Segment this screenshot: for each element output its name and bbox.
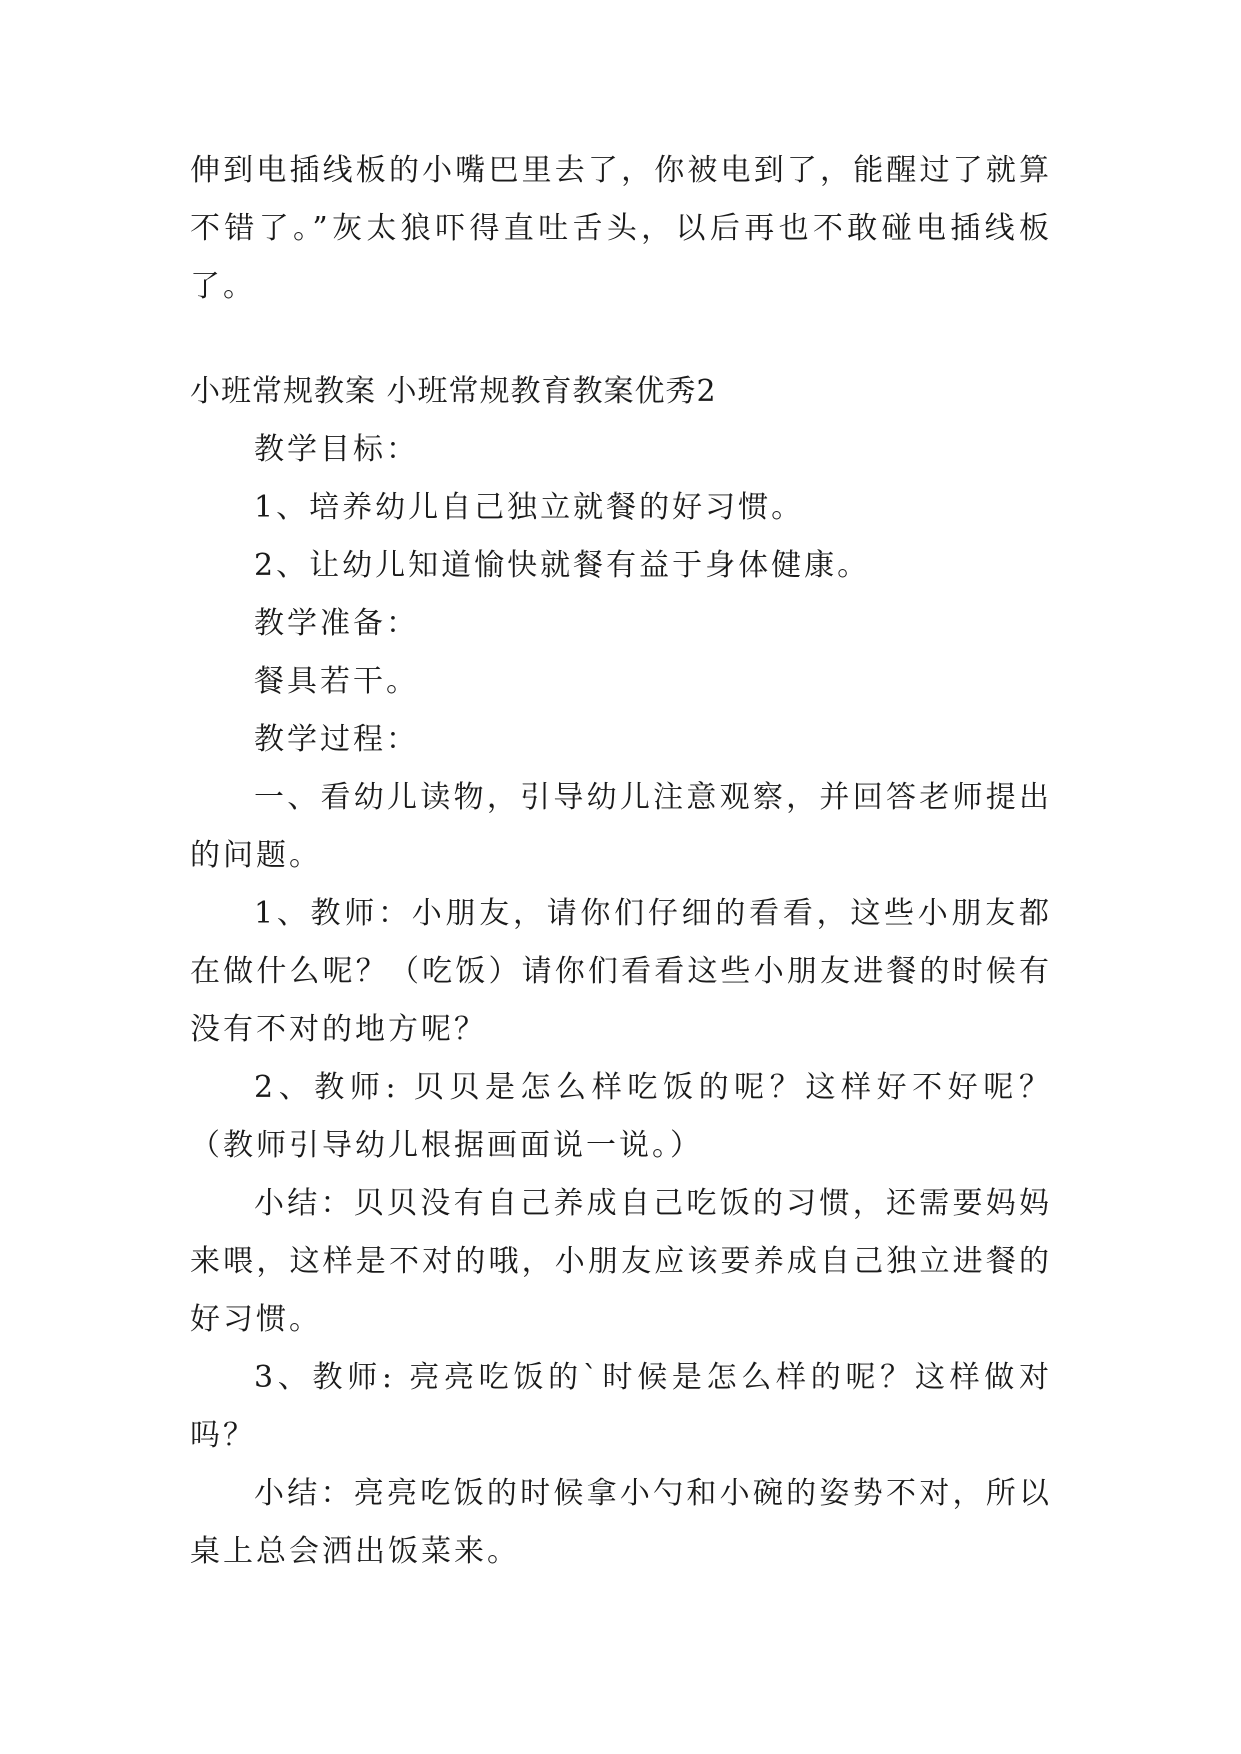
paragraph-step-1: 一、看幼儿读物，引导幼儿注意观察，并回答老师提出的问题。 [190,780,1052,873]
paragraph-materials: 餐具若干。 [254,664,419,699]
paragraph-teacher-question-3: 3、教师: 亮亮吃饭的`时候是怎么样的呢？这样做对吗？ [190,1360,1052,1453]
section-spacer [190,316,1052,363]
paragraph-process: 教学过程： [254,722,419,757]
paragraph-summary-1: 小结：贝贝没有自己养成自己吃饭的习惯，还需要妈妈来喂，这样是不对的哦，小朋友应该要养成自己独立进餐的好习惯。 [190,1186,1052,1337]
paragraph-teacher-question-1: 1、教师：小朋友，请你们仔细的看看，这些小朋友都在做什么呢？（吃饭）请你们看看这些小朋友进餐的时候有没有不对的地方呢？ [190,896,1052,1047]
intro-paragraph: 伸到电插线板的小嘴巴里去了，你被电到了，能醒过了就算不错了。”灰太狼吓得直吐舌头，以后再也不敢碰电插线板了。 [190,153,1052,304]
paragraph-goal-1: 1、培养幼儿自己独立就餐的好习惯。 [254,490,805,525]
paragraph-teaching-goals: 教学目标： [254,432,419,467]
paragraph-teacher-question-2: 2、教师: 贝贝是怎么样吃饭的呢？这样好不好呢？（教师引导幼儿根据画面说一说。） [190,1070,1052,1163]
section-title: 小班常规教案 小班常规教育教案优秀2 [190,374,717,409]
paragraph-summary-2: 小结：亮亮吃饭的时候拿小勺和小碗的姿势不对，所以桌上总会洒出饭菜来。 [190,1476,1052,1569]
paragraph-preparation: 教学准备： [254,606,419,641]
paragraph-goal-2: 2、让幼儿知道愉快就餐有益于身体健康。 [254,548,871,583]
document-page [190,142,1052,1581]
